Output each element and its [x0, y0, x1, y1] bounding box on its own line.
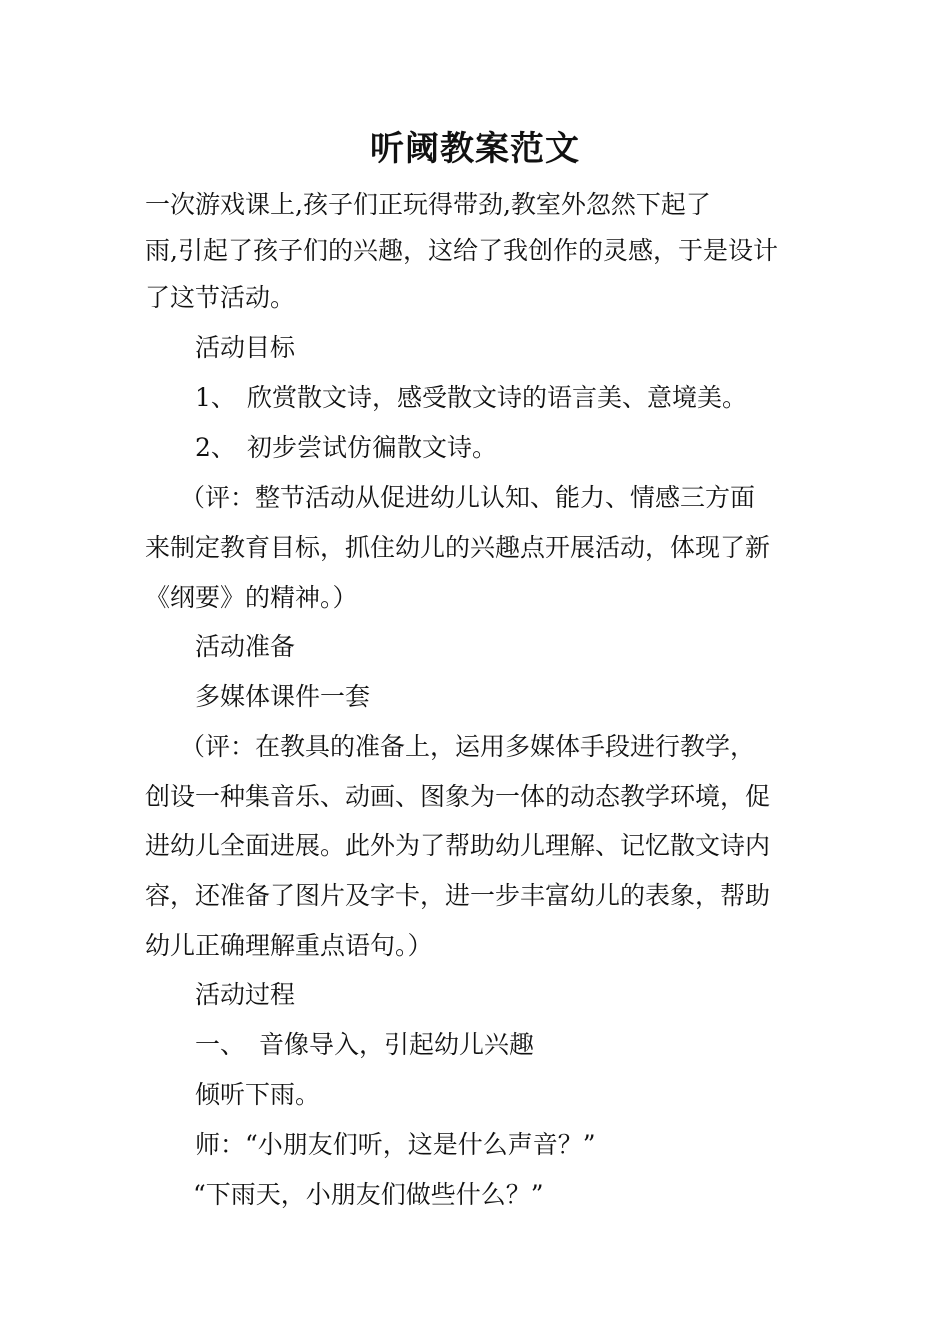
goals-comment-line-3: 《纲要》的精神。） — [145, 583, 358, 612]
page-title: 听阈教案范文 — [370, 129, 580, 169]
prep-comment-line-4: 容，还准备了图片及字卡，进一步丰富幼儿的表象，帮助 — [145, 881, 771, 910]
intro-line-1: 一次游戏课上,孩子们正玩得带劲,教室外忽然下起了 — [145, 190, 711, 219]
process-heading: 活动过程 — [195, 980, 296, 1009]
process-line-1: 倾听下雨。 — [195, 1080, 321, 1109]
prep-comment-line-2: 创设一种集音乐、动画、图象为一体的动态教学环境，促 — [145, 782, 771, 811]
prep-comment-line-1: （评：在教具的准备上，运用多媒体手段进行教学， — [180, 732, 756, 761]
process-line-2: 师：“小朋友们听，这是什么声音？” — [195, 1130, 596, 1159]
prep-comment-line-3: 进幼儿全面进展。此外为了帮助幼儿理解、记忆散文诗内 — [145, 831, 771, 860]
goal-item-number: 2、 — [195, 433, 236, 462]
prep-item: 多媒体课件一套 — [195, 682, 371, 711]
goal-item-text: 初步尝试仿徧散文诗。 — [247, 433, 498, 462]
goals-heading: 活动目标 — [195, 333, 296, 362]
goals-comment-line-2: 来制定教育目标，抓住幼儿的兴趣点开展活动，体现了新 — [145, 533, 771, 562]
process-step-1 — [195, 1020, 815, 1070]
goals-comment-line-1: （评：整节活动从促进幼儿认知、能力、情感三方面 — [180, 483, 756, 512]
process-step-text: 音像导入，引起幼儿兴趣 — [259, 1030, 535, 1059]
process-line-3: “下雨天，小朋友们做些什么？” — [193, 1180, 544, 1209]
prep-comment-line-5: 幼儿正确理解重点语句。） — [145, 931, 433, 960]
prep-heading: 活动准备 — [195, 632, 296, 661]
goal-item-number: 1、 — [195, 383, 236, 412]
intro-line-2: 雨,引起了孩子们的兴趣，这给了我创作的灵感，于是设计 — [145, 236, 778, 265]
goal-item-1 — [195, 373, 815, 423]
process-step-number: 一、 — [195, 1030, 246, 1059]
intro-line-3: 了这节活动。 — [145, 283, 296, 312]
goal-item-text: 欣赏散文诗，感受散文诗的语言美、意境美。 — [247, 383, 748, 412]
goal-item-2 — [195, 423, 815, 473]
